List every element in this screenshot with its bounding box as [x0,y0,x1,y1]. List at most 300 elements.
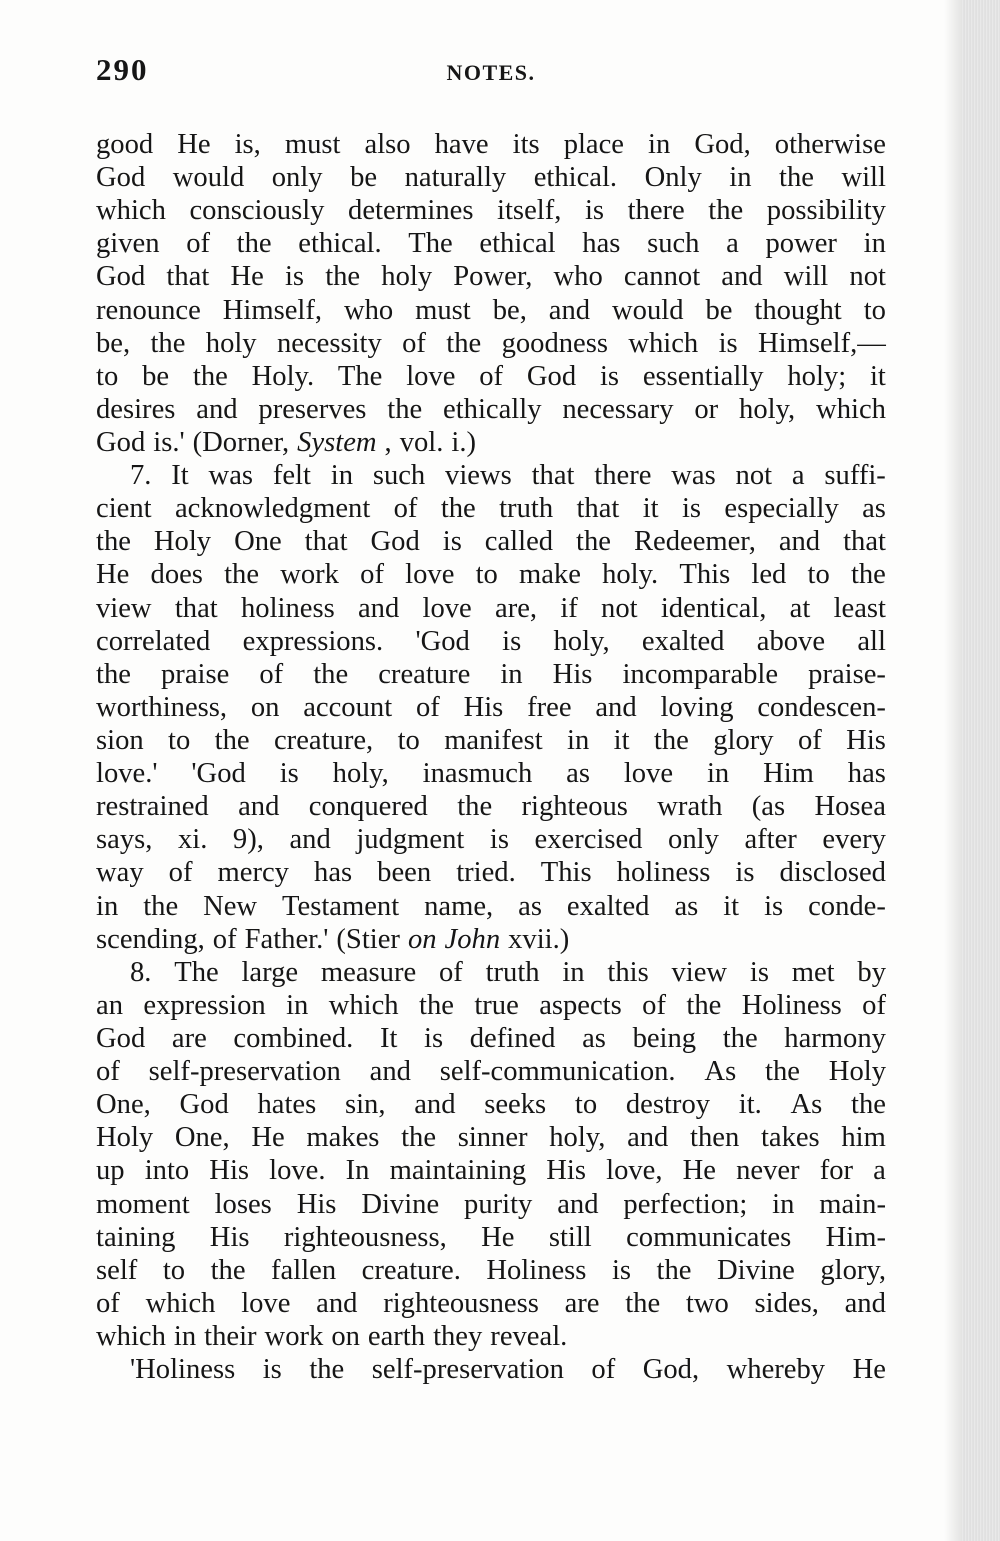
word: earth [367,1320,426,1352]
word: that [304,526,348,558]
word: self-preservation [148,1056,341,1088]
word: the [440,493,476,525]
word: felt [272,460,311,492]
word: maintaining [389,1155,527,1187]
word: met [791,956,835,988]
word: to [168,724,191,756]
word: 8. [130,956,152,988]
word: as [566,758,590,790]
word: up [96,1155,125,1187]
word: such [647,228,700,260]
word: His [846,724,886,756]
word: of [797,724,822,756]
word: the [387,393,423,425]
word: hates [257,1089,317,1121]
word: Power, [453,261,533,293]
word: work [264,1320,324,1352]
word: the [446,327,482,359]
word: of [479,360,504,392]
word: correlated [96,625,211,657]
word: two [685,1287,729,1319]
word: be, [492,294,527,326]
word: worthiness, [96,691,228,723]
word: who [553,261,603,293]
word: One [234,526,282,558]
text-line [96,823,886,856]
word: cannot [623,261,701,293]
word: 'God [415,625,470,657]
word: God, [642,1354,700,1386]
word: way [96,857,144,889]
word: there [627,195,685,227]
word: holy, [553,625,610,657]
word: Testament [282,890,400,922]
word: This [540,857,592,889]
word: the [210,1254,246,1286]
word: purity [464,1188,533,1220]
word: His [463,691,504,723]
word: to [807,559,830,591]
word: creature. [361,1254,461,1286]
word: condescen- [757,691,886,723]
word: loving [660,691,734,723]
word: thought [754,294,842,326]
word: especially [724,493,839,525]
word: It [171,460,189,492]
word: of [96,1287,120,1319]
word: on [407,923,437,955]
word: seeks [484,1089,547,1121]
word: are [171,1022,207,1054]
word: it [642,493,659,525]
word: takes [760,1122,820,1154]
word: it [613,724,630,756]
text-line [96,625,886,658]
word: not [849,261,886,293]
word: self-communication. [439,1056,676,1088]
word: if [560,592,578,624]
word: or [694,393,719,425]
word: good [96,129,154,160]
word: it. [738,1089,762,1121]
word: was [671,460,716,492]
word: the [96,526,131,558]
text-line [96,1088,886,1121]
word: not [735,460,773,492]
word: holy [205,327,257,359]
word: of [438,956,463,988]
word: Him [763,758,814,790]
word: scending, [96,923,205,955]
word: has [847,758,886,790]
word: which [96,195,166,227]
word: are [564,1287,600,1319]
text-line [96,525,886,558]
page-edge [962,0,1000,1541]
word: reveal. [490,1320,568,1352]
word: truth [485,956,540,988]
word: is [489,824,509,856]
word: that [843,526,886,558]
word: As [790,1089,823,1121]
word: righteous [521,791,628,823]
word: (Dorner, [192,426,290,458]
word: that [174,592,218,624]
word: into [144,1155,190,1187]
word: in [286,989,309,1021]
word: and [844,1287,886,1319]
word: in [729,162,752,194]
word: creature, [273,724,374,756]
word: is [279,758,299,790]
word: in [173,1320,197,1352]
word: love [623,758,674,790]
word: to [475,559,498,591]
word: He [230,261,264,293]
word: identical, [660,592,767,624]
word: on [250,691,280,723]
text-line [96,492,886,525]
word: (as [751,791,786,823]
word: righteousness, [283,1221,447,1253]
text-line [96,128,886,161]
word: praise [161,658,230,690]
word: One, [174,1122,230,1154]
word: the [722,1022,758,1054]
text-line [96,459,886,492]
word: sides, [754,1287,819,1319]
word: is, [234,129,261,160]
text-line [96,1154,886,1187]
word: led [751,559,787,591]
word: him [841,1122,886,1154]
word: truth [499,493,554,525]
word: , [384,426,392,458]
word: view [96,592,152,624]
word: The [174,956,219,988]
word: of [642,989,666,1021]
word: Divine [717,1254,795,1286]
word: love [405,559,455,591]
word: desires [96,393,176,425]
word: is [599,360,620,392]
word: the [325,261,361,293]
text-line [96,1022,886,1055]
text-line [96,1055,886,1088]
word: essentially [642,360,764,392]
word: for [819,1155,854,1187]
word: the [765,1056,800,1088]
word: of [591,1354,616,1386]
word: God [96,261,146,293]
text-line [96,592,886,625]
word: work [280,559,339,591]
word: there [594,460,652,492]
word: Himself, [222,294,323,326]
word: its [512,129,540,160]
word: expressions. [242,625,384,657]
word: xvii.) [508,923,570,955]
word: large [241,956,299,988]
text-line [96,227,886,260]
word: is [611,1254,632,1286]
body-text [96,128,886,1386]
word: His [552,658,593,690]
text-line [96,790,886,823]
word: the [576,526,611,558]
word: is [764,890,784,922]
word: The [337,360,383,392]
word: it [869,360,886,392]
word: Hosea [814,791,886,823]
word: which [816,393,886,425]
word: the [625,1287,661,1319]
word: otherwise [774,129,886,160]
word: itself, [497,195,562,227]
word: every [822,824,886,856]
word: wrath [657,791,723,823]
text-line [96,1121,886,1154]
word: destroy [625,1089,711,1121]
word: loses [214,1188,272,1220]
word: would [172,162,245,194]
word: account [303,691,393,723]
word: such [372,460,426,492]
word: John [444,923,501,955]
word: to [863,294,886,326]
word: this [607,956,649,988]
word: 7. [130,460,152,492]
word: Holy [828,1056,886,1088]
word: has [314,857,353,889]
text-line [96,757,886,790]
word: Father.' [244,923,329,955]
word: restrained [96,791,209,823]
word: Holy [96,1122,154,1154]
word: a [726,228,739,260]
word: still [548,1221,592,1253]
word: the [686,989,722,1021]
word: an [96,989,123,1021]
word: This [679,559,731,591]
text-line [96,956,886,989]
word: is [262,1354,282,1386]
word: God [96,162,146,194]
word: 9), [232,824,264,856]
word: the [313,658,349,690]
word: of [168,857,193,889]
word: on [331,1320,360,1352]
word: is [749,956,769,988]
word: which [328,989,399,1021]
word: have [434,129,489,160]
word: and [357,592,400,624]
word: One, [96,1089,151,1121]
word: and [289,824,331,856]
word: inasmuch [422,758,533,790]
word: holy. [602,559,659,591]
word: that [166,261,210,293]
text-line [96,658,886,691]
word: to [96,360,119,392]
word: possibility [766,195,886,227]
word: System [297,426,377,458]
word: He [177,129,211,160]
word: to [397,724,420,756]
word: manifest [444,724,543,756]
word: Holy. [251,360,315,392]
word: God, [694,129,751,160]
word: then [690,1122,740,1154]
word: must [284,129,341,160]
word: which [96,1320,166,1352]
word: judgment [356,824,465,856]
word: 'God [191,758,246,790]
word: in [772,1188,795,1220]
text-line [96,327,886,360]
text-line [96,890,886,923]
word: and [196,393,238,425]
word: in [562,956,585,988]
word: will [783,261,829,293]
word: and [627,1122,669,1154]
word: sion [96,724,144,756]
word: in [863,228,886,260]
word: in [706,758,730,790]
word: the [419,989,454,1021]
word: is [584,195,605,227]
word: Redeemer, [633,526,756,558]
word: as [582,1022,606,1054]
word: holiness [616,857,711,889]
word: true [474,989,519,1021]
word: He [96,559,130,591]
word: main- [819,1188,886,1220]
word: and [778,526,821,558]
word: of [393,493,418,525]
word: is [681,493,702,525]
page-gutter-shadow [944,0,962,1541]
page-number: 290 [96,52,149,87]
text-line [96,161,886,194]
word: in [648,129,671,160]
word: His [209,1221,250,1253]
word: name, [424,890,494,922]
word: Him- [825,1221,886,1253]
word: does [150,559,203,591]
text-line [96,724,886,757]
word: would [612,294,684,326]
word: also [364,129,411,160]
word: exalted [641,625,725,657]
word: perfection; [623,1188,748,1220]
word: in [330,460,353,492]
text-line [96,691,886,724]
text-line [96,393,886,426]
word: Holy [153,526,212,558]
word: preserves [258,393,367,425]
word: holiness [240,592,335,624]
word: self-preservation [371,1354,564,1386]
word: communicates [626,1221,792,1253]
word: God [96,426,146,458]
word: love.' [96,758,158,790]
word: says, [96,824,153,856]
running-head [96,52,886,96]
word: the [708,195,744,227]
word: the [851,1089,886,1121]
word: be, [96,327,131,359]
word: their [204,1320,257,1352]
word: tried. [456,857,516,889]
word: and [369,1056,411,1088]
word: being [632,1022,697,1054]
word: the [192,360,228,392]
word: who [343,294,394,326]
word: sinner [457,1122,528,1154]
word: God [370,526,420,558]
word: it [723,890,740,922]
word: be [142,360,170,392]
word: goodness [501,327,608,359]
word: is [442,526,462,558]
word: the [96,658,131,690]
word: is [424,1022,444,1054]
word: not [601,592,638,624]
word: by [857,956,886,988]
word: holy, [739,393,796,425]
word: The [408,228,453,260]
word: of [212,923,237,955]
word: ethical [479,228,556,260]
word: as [862,493,886,525]
word: He [682,1155,716,1187]
word: His [209,1155,250,1187]
word: disclosed [779,857,886,889]
word: is [718,327,738,359]
word: the [143,890,179,922]
word: He [481,1221,515,1253]
word: God [179,1089,229,1121]
word: love [406,360,456,392]
word: a [791,460,805,492]
word: they [433,1320,483,1352]
word: defined [469,1022,556,1054]
word: expression [143,989,266,1021]
text-line [96,1320,886,1353]
text-line [96,923,886,956]
word: God [526,360,577,392]
word: exercised [534,824,643,856]
word: necessary [562,393,674,425]
word: consciously [189,195,325,227]
word: to [574,1089,598,1121]
text-line [96,360,886,393]
word: the [779,162,814,194]
word: moment [96,1188,190,1220]
word: As [704,1056,737,1088]
word: (Stier [336,923,400,955]
word: cient [96,493,152,525]
word: was [208,460,254,492]
word: whereby [726,1354,826,1386]
word: is [735,857,755,889]
word: conde- [808,890,886,922]
word: the [224,559,260,591]
word: are, [495,592,538,624]
word: the [150,327,186,359]
text-line [96,1254,886,1287]
